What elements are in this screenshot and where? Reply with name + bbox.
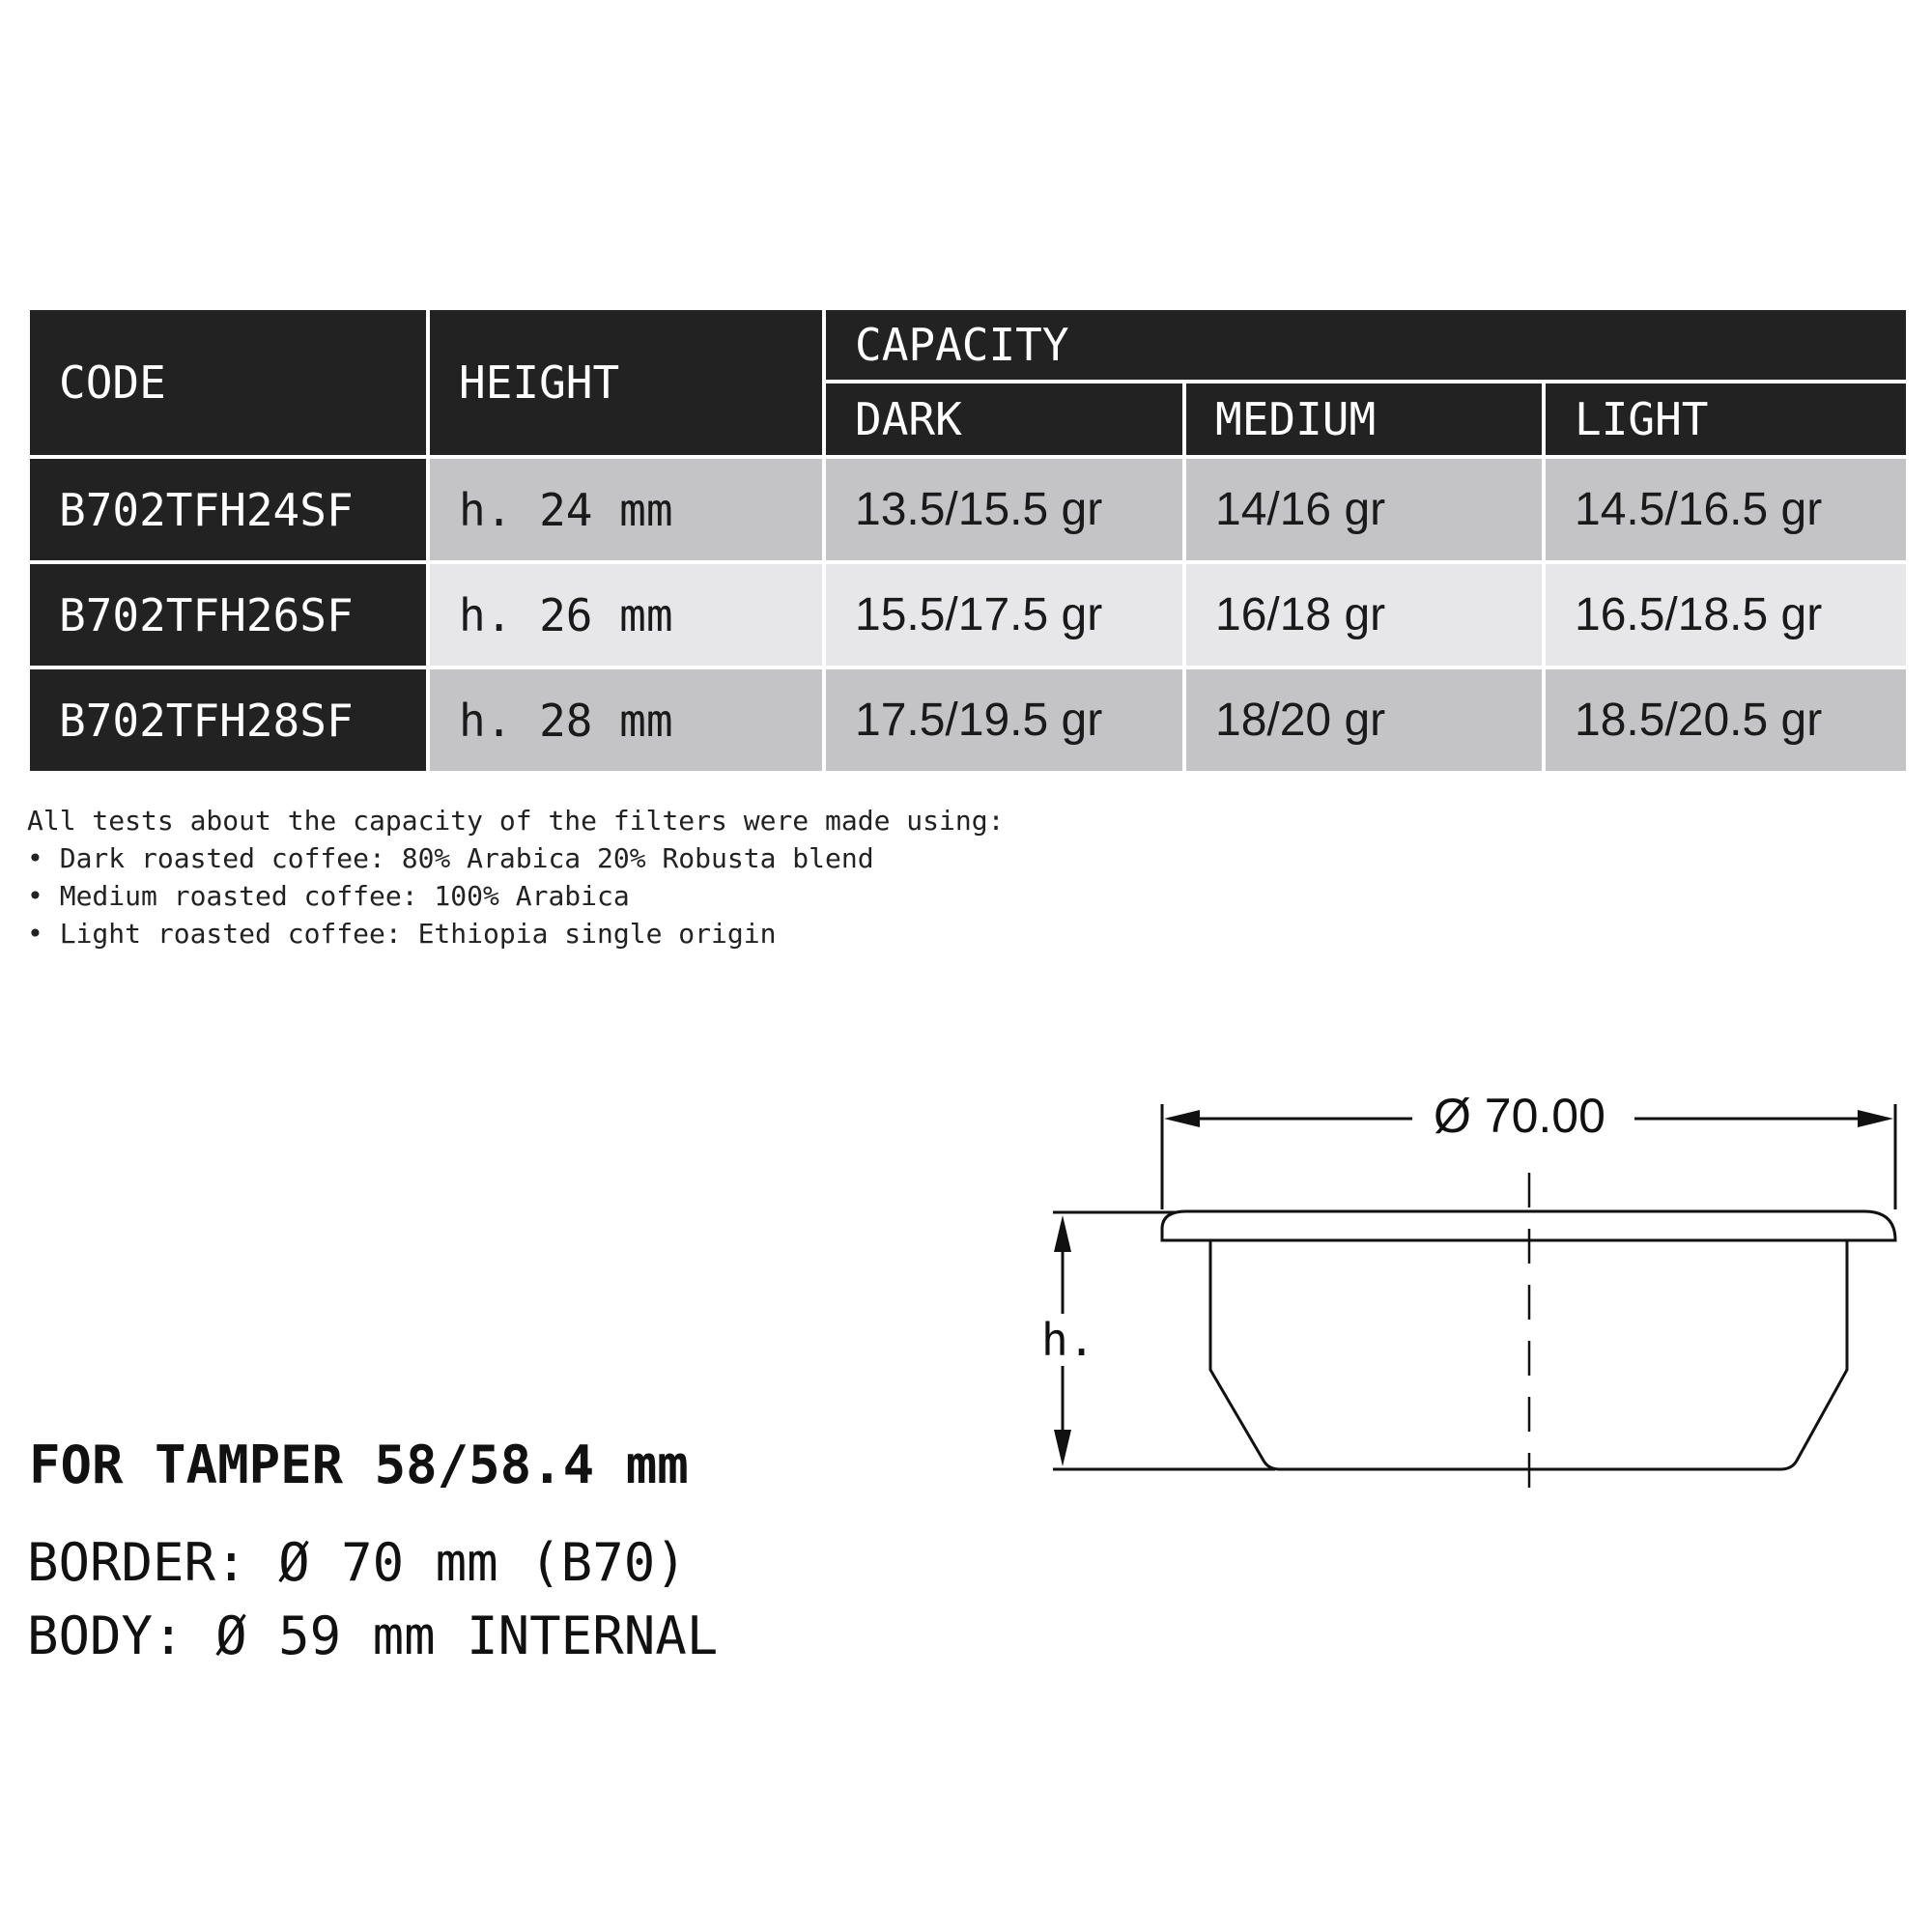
header-code: CODE <box>30 310 430 459</box>
capacity-dark-cell: 13.5/15.5 gr <box>826 459 1186 564</box>
height-cell: h. 26 mm <box>430 564 826 669</box>
code-cell: B702TFH28SF <box>30 669 430 775</box>
arrow-left <box>1164 1110 1200 1127</box>
height-label: h. <box>1041 1314 1095 1366</box>
table-row <box>30 459 1906 564</box>
basket-rim <box>1162 1211 1895 1240</box>
capacity-light-cell: 14.5/16.5 gr <box>1546 459 1906 564</box>
capacity-light-cell: 18.5/20.5 gr <box>1546 669 1906 775</box>
notes-intro: All tests about the capacity of the filters were made using: <box>27 805 1005 837</box>
notes-item: • Light roasted coffee: Ethiopia single origin <box>27 918 777 950</box>
arrow-up <box>1054 1215 1071 1252</box>
code-cell: B702TFH26SF <box>30 564 430 669</box>
height-cell: h. 28 mm <box>430 669 826 775</box>
basket-body <box>1210 1240 1847 1469</box>
arrow-down <box>1054 1430 1071 1466</box>
capacity-dark-cell: 17.5/19.5 gr <box>826 669 1186 775</box>
capacity-light-cell: 16.5/18.5 gr <box>1546 564 1906 669</box>
header-light: LIGHT <box>1546 384 1906 459</box>
border-spec: BORDER: Ø 70 mm (B70) <box>27 1532 687 1593</box>
header-dark: DARK <box>826 384 1186 459</box>
table-row <box>30 564 1906 669</box>
notes-item: • Dark roasted coffee: 80% Arabica 20% Robusta blend <box>27 842 874 874</box>
header-capacity: CAPACITY <box>826 310 1906 384</box>
diameter-label: Ø 70.00 <box>1424 1088 1615 1144</box>
capacity-dark-cell: 15.5/17.5 gr <box>826 564 1186 669</box>
capacity-medium-cell: 14/16 gr <box>1186 459 1546 564</box>
table-row <box>30 669 1906 775</box>
body-spec: BODY: Ø 59 mm INTERNAL <box>27 1605 719 1666</box>
notes-item: • Medium roasted coffee: 100% Arabica <box>27 880 630 912</box>
code-cell: B702TFH24SF <box>30 459 430 564</box>
header-medium: MEDIUM <box>1186 384 1546 459</box>
capacity-medium-cell: 16/18 gr <box>1186 564 1546 669</box>
capacity-table <box>30 310 1906 775</box>
header-height: HEIGHT <box>430 310 826 459</box>
tamper-spec: FOR TAMPER 58/58.4 mm <box>29 1435 689 1495</box>
height-cell: h. 24 mm <box>430 459 826 564</box>
arrow-right <box>1858 1110 1893 1127</box>
test-notes <box>27 802 1004 952</box>
capacity-medium-cell: 18/20 gr <box>1186 669 1546 775</box>
